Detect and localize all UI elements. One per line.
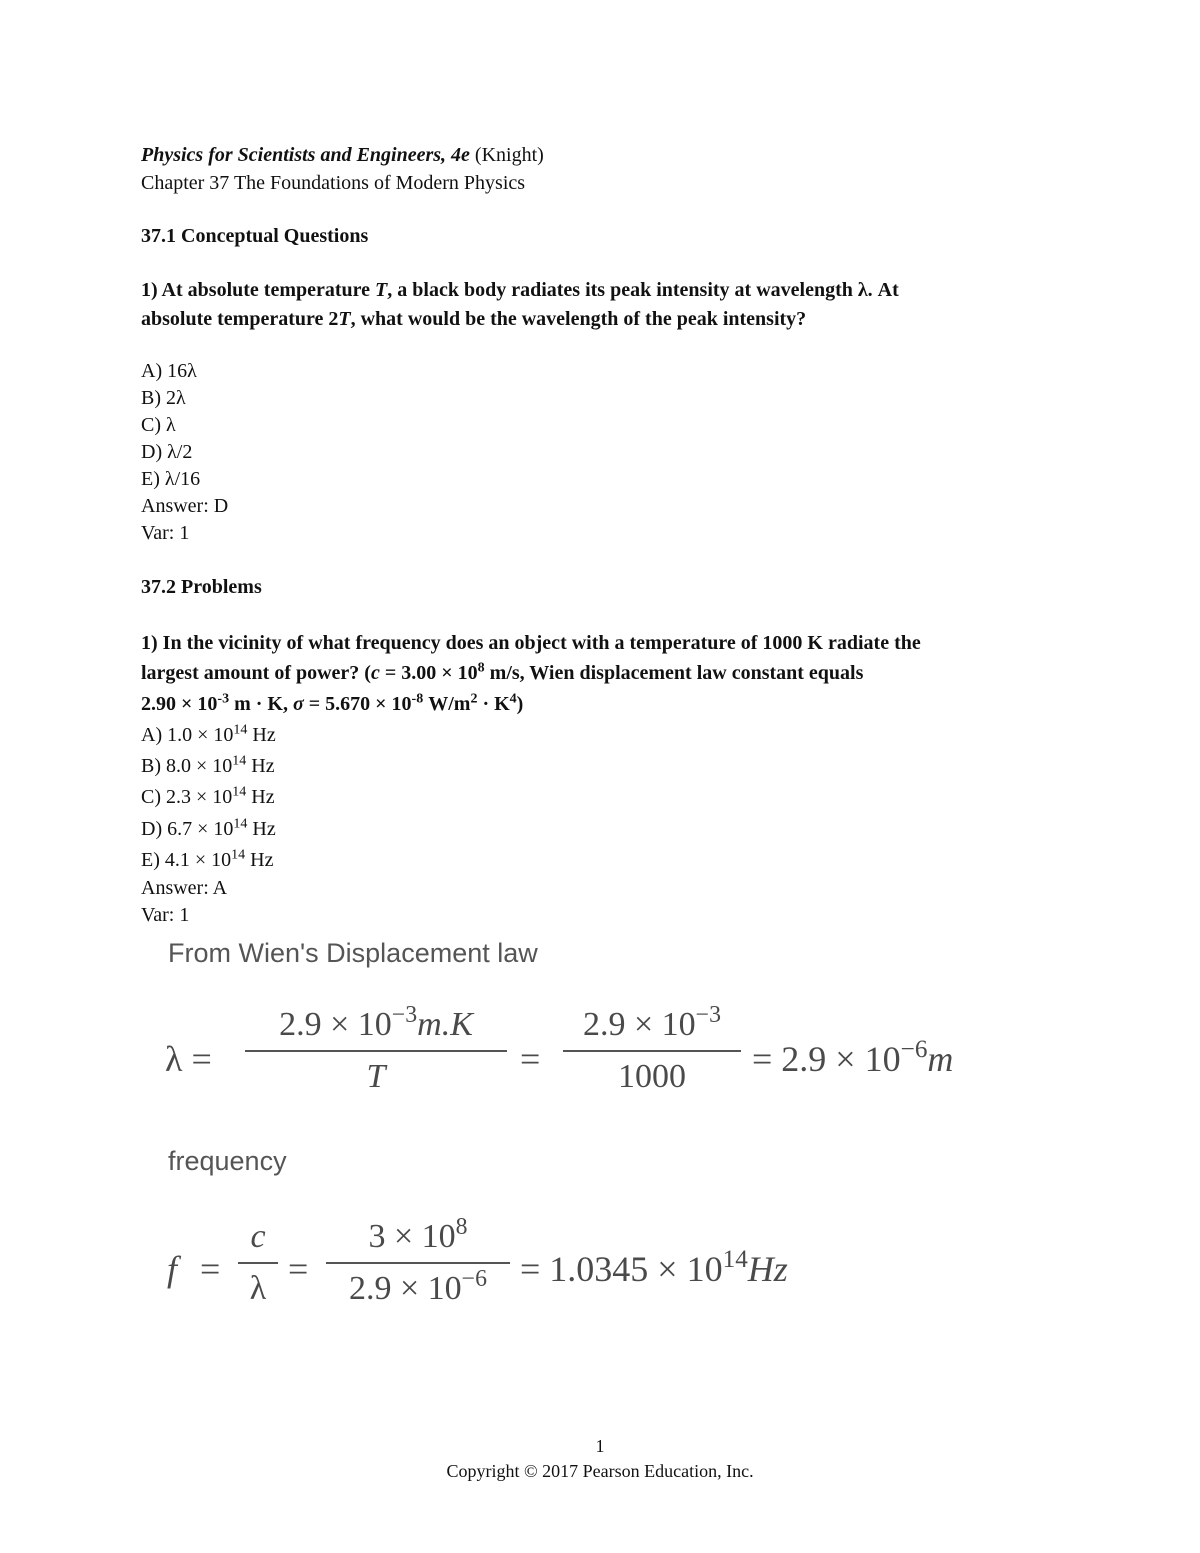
opt-a-post: Hz xyxy=(247,724,276,746)
wien-heading: From Wien's Displacement law xyxy=(168,938,538,968)
opt-d-post: Hz xyxy=(247,818,276,840)
opt-a-exp: 14 xyxy=(233,722,248,738)
conceptual-q1-answer: Answer: D xyxy=(141,495,229,517)
q1-text-a: 1) At absolute temperature xyxy=(141,279,376,301)
conceptual-q1-option-c: C) λ xyxy=(141,414,176,436)
eq2-frac2-num-a: 3 × 10 xyxy=(368,1218,456,1255)
eq2-frac2-den xyxy=(326,1265,510,1308)
opt-c-post: Hz xyxy=(246,786,275,808)
problem-q1-option-b xyxy=(141,755,275,778)
p1-l3-exp2: -8 xyxy=(411,691,424,707)
problem-q1-line1: 1) In the vicinity of what frequency does an object with a temperature of 1000 K radiate the xyxy=(141,632,921,654)
p1-l3-c: = 5.670 × 10 xyxy=(303,693,412,715)
eq1-rhs-b: m xyxy=(927,1039,954,1079)
conceptual-q1-line2 xyxy=(141,308,806,331)
opt-e-exp: 14 xyxy=(231,847,246,863)
opt-e-post: Hz xyxy=(245,849,274,871)
eq2-frac1-den: λ xyxy=(249,1270,267,1307)
eq1-rhs-a: = 2.9 × 10 xyxy=(752,1039,901,1079)
problem-q1-answer: Answer: A xyxy=(141,877,228,899)
conceptual-q1-option-d: D) λ/2 xyxy=(141,441,193,463)
eq1-frac1-num-b: m.K xyxy=(417,1006,473,1043)
eq1-frac2-num xyxy=(563,1001,741,1044)
opt-b-exp: 14 xyxy=(232,753,247,769)
problem-q1-option-e xyxy=(141,849,273,872)
p1-l3-exp1: -3 xyxy=(217,691,230,707)
eq2-frac2-num-exp: 8 xyxy=(455,1213,468,1240)
book-title: Physics for Scientists and Engineers, 4e xyxy=(141,144,470,166)
copyright-notice: Copyright © 2017 Pearson Education, Inc. xyxy=(446,1461,754,1481)
eq2-equals-2: = xyxy=(288,1249,309,1289)
eq2-frac2-den-exp: −6 xyxy=(461,1265,487,1292)
p1-text-d: m/s, Wien displacement law constant equals xyxy=(484,662,864,684)
opt-c-exp: 14 xyxy=(232,784,247,800)
eq2-rhs-exp: 14 xyxy=(722,1246,748,1274)
eq2-frac1-bar xyxy=(238,1262,278,1264)
opt-d-exp: 14 xyxy=(233,816,248,832)
opt-c-pre: C) 2.3 × 10 xyxy=(141,786,233,808)
eq1-frac1-num-a: 2.9 × 10 xyxy=(279,1006,392,1043)
problem-q1-option-d xyxy=(141,818,276,841)
eq2-frac2-bar xyxy=(326,1262,510,1264)
frequency-heading: frequency xyxy=(168,1146,287,1176)
p1-l3-f: ) xyxy=(516,693,524,715)
eq1-frac1-bar xyxy=(245,1050,507,1052)
eq1-lhs: λ = xyxy=(165,1039,212,1079)
eq1-frac2-num-a: 2.9 × 10 xyxy=(582,1006,696,1043)
eq1-frac2-den: 1000 xyxy=(618,1058,686,1095)
p1-l3-a: 2.90 × 10 xyxy=(141,693,218,715)
eq2-rhs xyxy=(520,1248,788,1290)
opt-b-post: Hz xyxy=(246,755,275,777)
eq1-frac1-num-exp: −3 xyxy=(391,1001,418,1028)
q1-var-T: T xyxy=(375,279,388,301)
p1-var-c: c xyxy=(370,662,380,684)
opt-d-pre: D) 6.7 × 10 xyxy=(141,818,234,840)
eq1-equals: = xyxy=(520,1039,541,1079)
problem-q1-option-c xyxy=(141,786,275,809)
p1-l3-exp4: 4 xyxy=(509,691,517,707)
opt-e-pre: E) 4.1 × 10 xyxy=(141,849,232,871)
conceptual-q1-option-e: E) λ/16 xyxy=(141,468,201,490)
eq2-rhs-b: Hz xyxy=(747,1249,788,1289)
page-number: 1 xyxy=(595,1436,605,1456)
q1-var-T2: T xyxy=(338,308,351,330)
problem-q1-option-a xyxy=(141,724,276,747)
problem-q1-line2 xyxy=(141,662,863,685)
eq2-lhs: f xyxy=(167,1249,178,1289)
eq1-frac1-den: T xyxy=(366,1058,386,1095)
problem-q1-var: Var: 1 xyxy=(141,904,190,926)
section-heading-conceptual: 37.1 Conceptual Questions xyxy=(141,225,369,247)
conceptual-q1-line1 xyxy=(141,279,899,302)
chapter-title: Chapter 37 The Foundations of Modern Physics xyxy=(141,172,526,194)
eq2-fraction-1 xyxy=(238,1218,278,1308)
p1-text-a: largest amount of power? ( xyxy=(141,662,371,684)
eq1-fraction-2 xyxy=(563,1001,741,1096)
eq1-frac2-num-exp: −3 xyxy=(695,1001,721,1028)
eq1-rhs-exp: −6 xyxy=(900,1036,928,1064)
eq2-fraction-2 xyxy=(326,1213,510,1308)
conceptual-q1-option-b: B) 2λ xyxy=(141,387,186,409)
opt-b-pre: B) 8.0 × 10 xyxy=(141,755,233,777)
opt-a-pre: A) 1.0 × 10 xyxy=(141,724,234,746)
q1-text-c: absolute temperature 2 xyxy=(141,308,339,330)
eq1-frac1-num xyxy=(245,1001,507,1044)
eq1-frac2-bar xyxy=(563,1050,741,1052)
p1-l3-e: · K xyxy=(477,693,510,715)
eq1-fraction-1 xyxy=(245,1001,507,1096)
p1-l3-exp3: 2 xyxy=(470,691,478,707)
book-author: (Knight) xyxy=(474,144,544,166)
p1-l3-d: W/m xyxy=(423,693,471,715)
eq1-rhs xyxy=(752,1038,953,1080)
eq2-equals-1: = xyxy=(200,1249,221,1289)
q1-text-d: , what would be the wavelength of the peak intensity? xyxy=(350,308,807,330)
section-heading-problems: 37.2 Problems xyxy=(141,576,262,598)
p1-l3-sigma: σ xyxy=(292,693,304,715)
p1-l3-b: m · K, xyxy=(229,693,293,715)
conceptual-q1-var: Var: 1 xyxy=(141,522,190,544)
eq2-frac2-num xyxy=(326,1213,510,1256)
eq2-frac1-num: c xyxy=(250,1218,266,1255)
eq2-frac2-den-a: 2.9 × 10 xyxy=(348,1270,462,1307)
book-title-line xyxy=(141,144,544,167)
conceptual-q1-option-a: A) 16λ xyxy=(141,360,197,382)
eq2-rhs-a: = 1.0345 × 10 xyxy=(520,1249,723,1289)
p1-exp-8: 8 xyxy=(477,660,485,676)
p1-text-b: = 3.00 × 10 xyxy=(379,662,478,684)
q1-text-b: , a black body radiates its peak intensity at wavelength λ. At xyxy=(387,279,899,301)
problem-q1-line3 xyxy=(141,693,523,716)
